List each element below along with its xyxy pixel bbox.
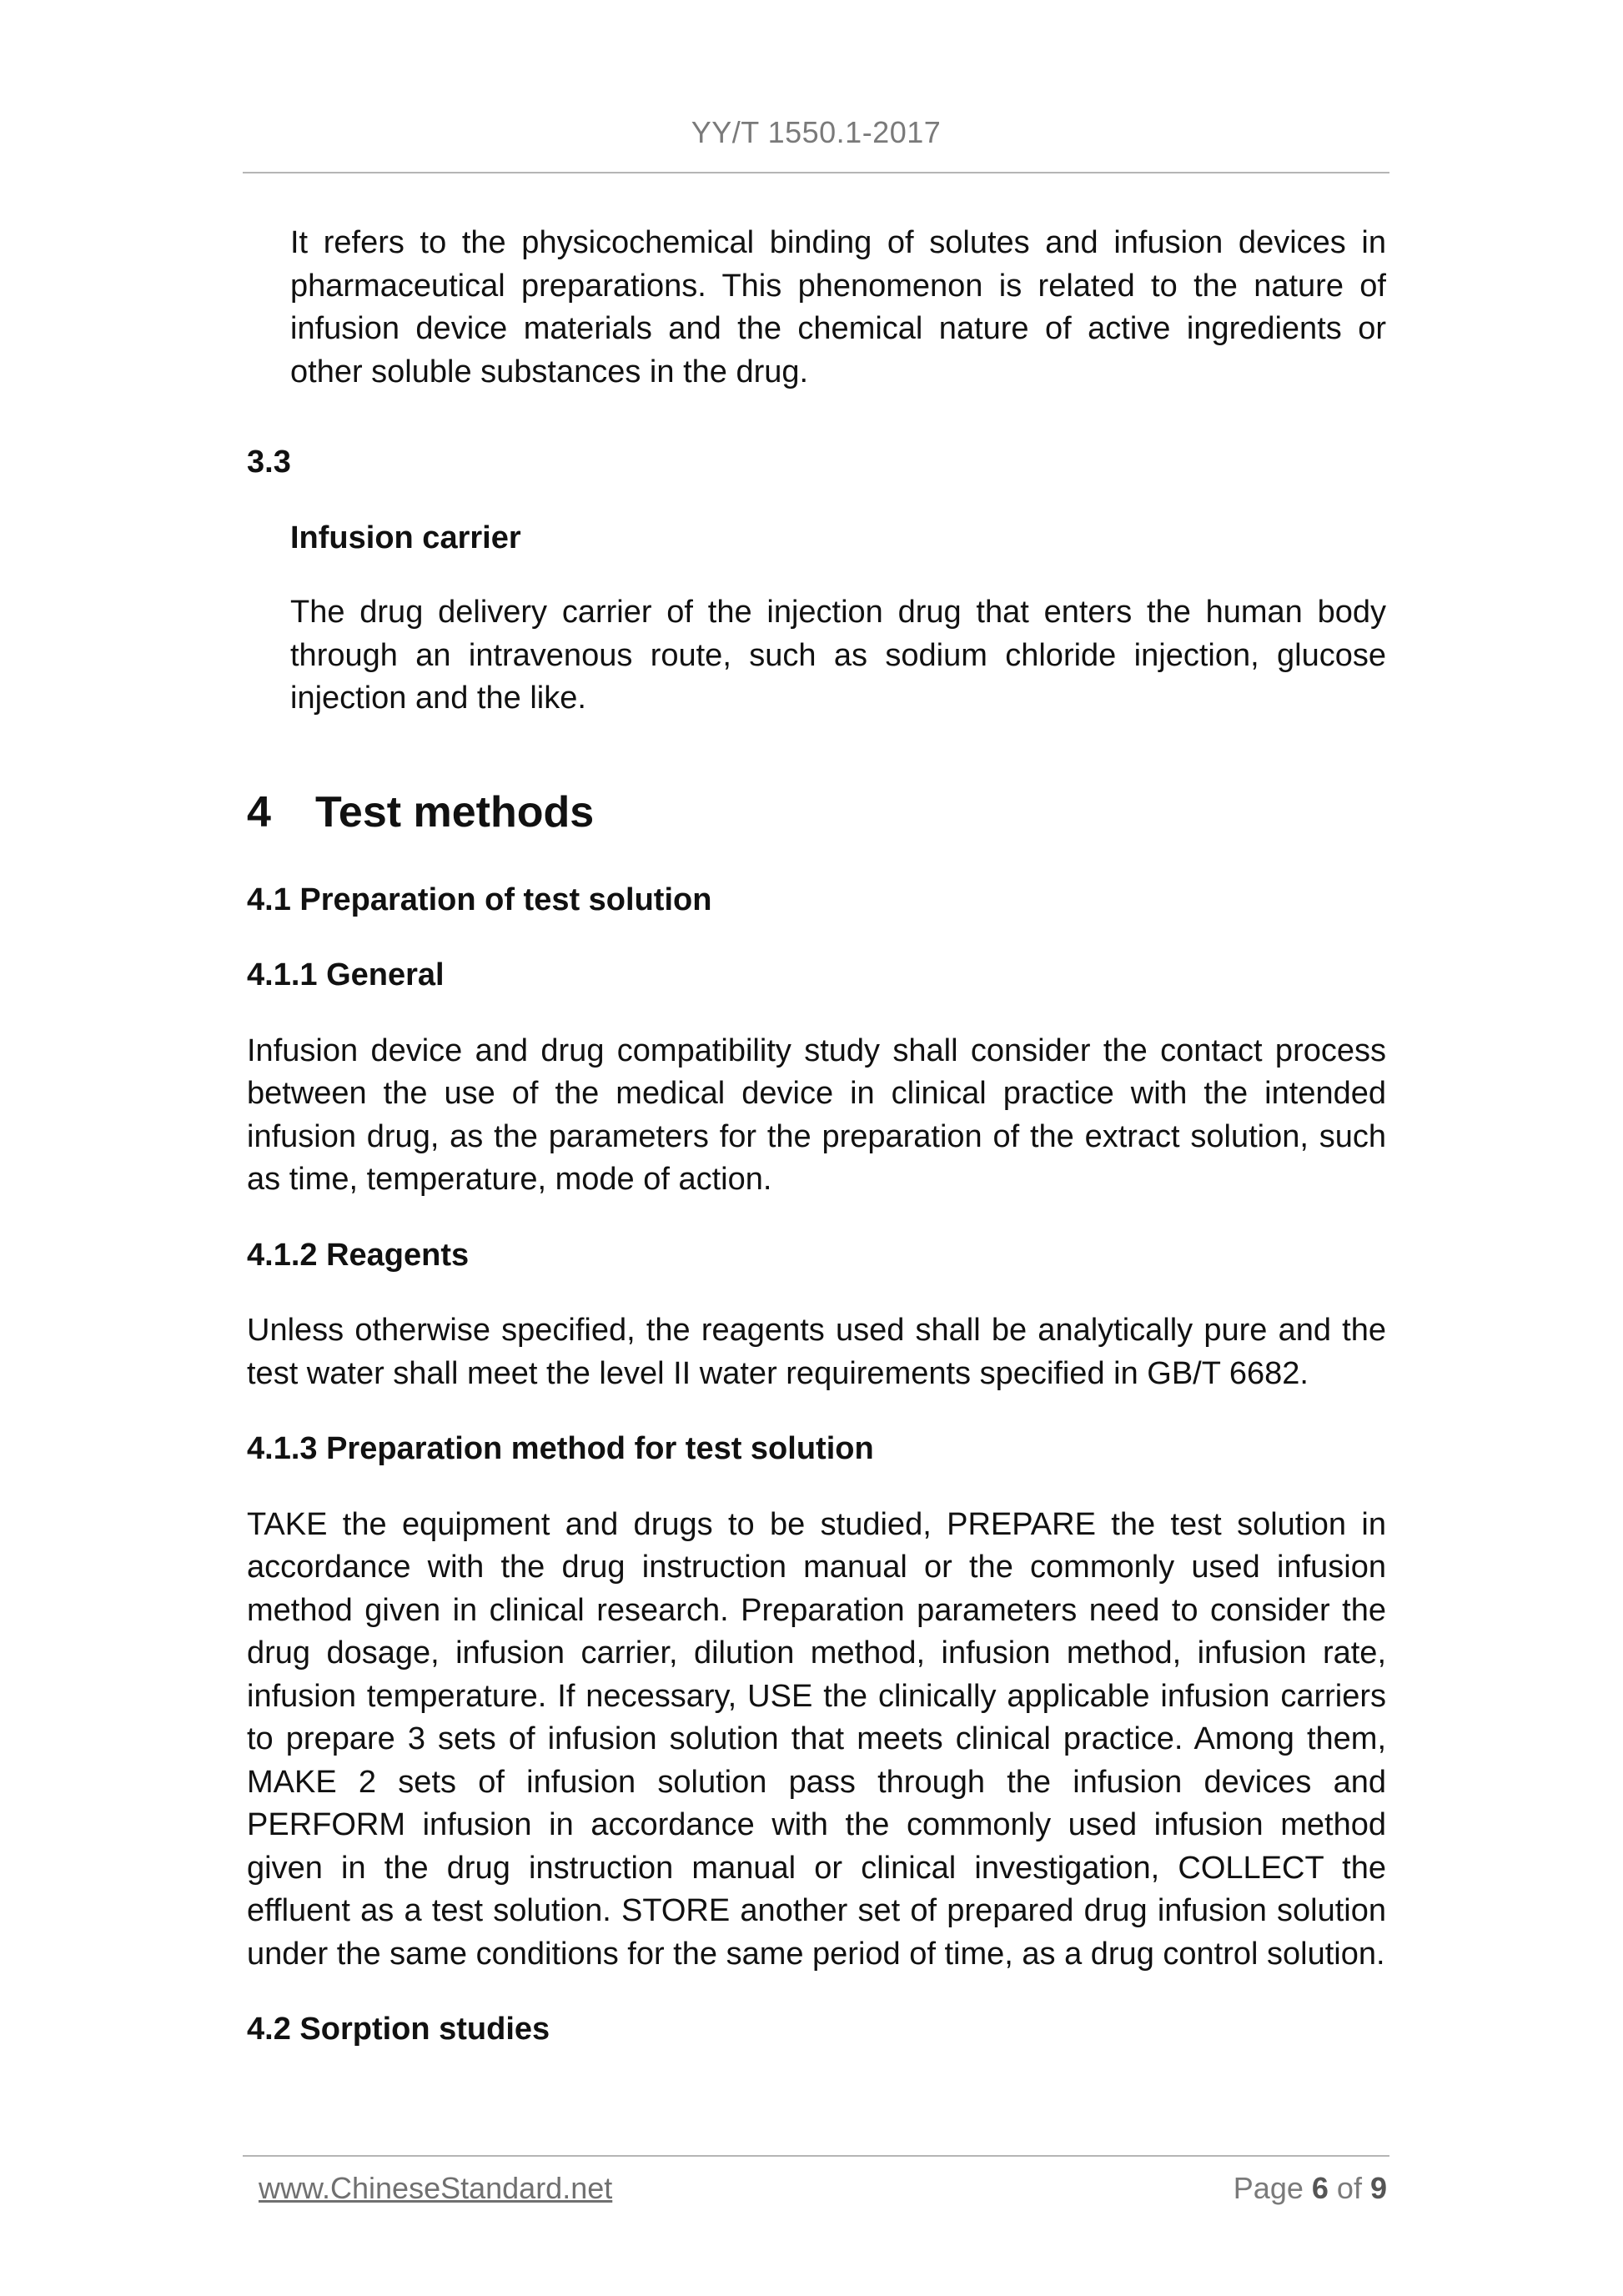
current-page-number: 6 — [1311, 2171, 1329, 2205]
page-indicator — [1234, 2171, 1387, 2206]
page-content — [247, 222, 1386, 2052]
footer-divider — [243, 2155, 1389, 2157]
section-number: 4 — [247, 787, 271, 837]
header-divider — [243, 172, 1389, 173]
website-link[interactable]: www.ChineseStandard.net — [259, 2171, 613, 2205]
subsection-heading-4-1: 4.1 Preparation of test solution — [247, 882, 712, 917]
intro-paragraph: It refers to the physicochemical binding of solutes and infusion devices in pharmaceutical preparations. This phenomenon is related to the nature of infusion device materials and the chemical nature of active ingredients or other soluble substances in the drug. — [290, 225, 1386, 389]
preparation-method-paragraph: TAKE the equipment and drugs to be studied, PREPARE the test solution in accordance with the drug instruction manual or the commonly used infusion method given in clinical research. Preparation parameters need to consider the drug dosage, infusion carrier, dilution method, infusion method, infusion rate, infusion temperature. If necessary, USE the clinically applicable infusion carriers to prepare 3 sets of infusion solution that meets clinical practice. Among them, MAKE 2 sets of infusion solution pass through the infusion devices and PERFORM infusion in accordance with the commonly used infusion method given in the drug instruction manual or clinical investigation, COLLECT the effluent as a test solution. STORE another set of prepared drug infusion solution under the same conditions for the same period of time, as a drug control solution. — [247, 1506, 1386, 1972]
reagents-paragraph: Unless otherwise specified, the reagents used shall be analytically pure and the test water shall meet the level II water requirements specified in GB/T 6682. — [247, 1313, 1386, 1391]
section-heading-4 — [247, 786, 1386, 839]
subsection-heading-4-2: 4.2 Sorption studies — [247, 2012, 550, 2047]
subsection-heading-4-1-2: 4.1.2 Reagents — [247, 1237, 470, 1273]
section-title: Test methods — [315, 787, 595, 837]
term-number: 3.3 — [247, 445, 291, 480]
document-code-header: YY/T 1550.1-2017 — [691, 115, 942, 149]
subsection-heading-4-1-1: 4.1.1 General — [247, 957, 445, 992]
page-label: Page — [1233, 2171, 1304, 2205]
page-of-label: of — [1336, 2171, 1362, 2205]
subsection-heading-4-1-3: 4.1.3 Preparation method for test solution — [247, 1431, 874, 1466]
general-paragraph: Infusion device and drug compatibility study shall consider the contact process between the use of the medical device in clinical practice with the intended infusion drug, as the parameters for the preparation of the extract solution, such as time, temperature, mode of action. — [247, 1032, 1386, 1197]
term-title: Infusion carrier — [290, 520, 521, 555]
total-page-number: 9 — [1369, 2171, 1387, 2205]
term-definition: The drug delivery carrier of the injection drug that enters the human body through an intravenous route, such as sodium chloride injection, glucose injection and the like. — [290, 595, 1386, 716]
